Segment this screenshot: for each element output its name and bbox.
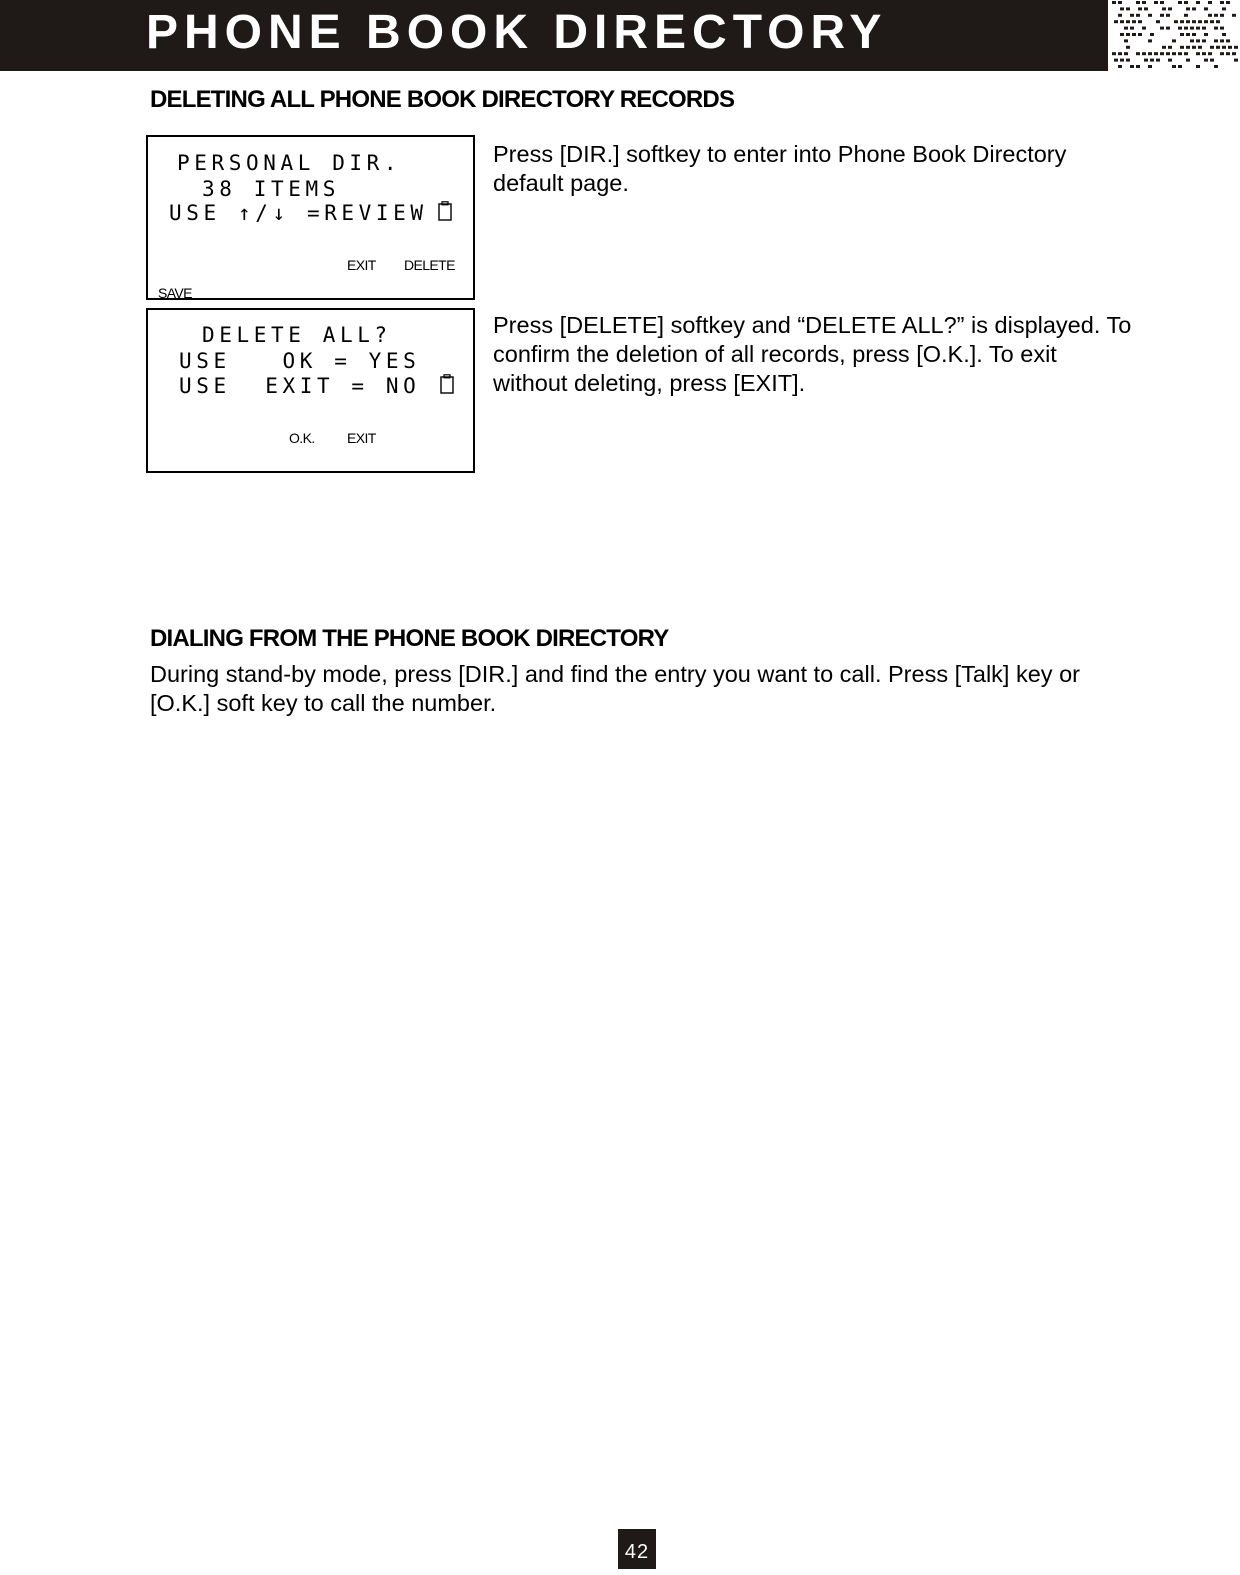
softkey-save[interactable]: SAVE: [158, 285, 192, 301]
lcd-line-2: USE OK = YES: [179, 349, 421, 373]
softkey-exit[interactable]: EXIT: [347, 257, 376, 273]
handset-icon: [440, 374, 454, 394]
page-title: PHONE BOOK DIRECTORY: [146, 6, 888, 59]
lcd-line-2: 38 ITEMS: [202, 177, 340, 201]
section-heading-deleting: DELETING ALL PHONE BOOK DIRECTORY RECORDS: [150, 86, 735, 113]
step1-instruction: Press [DIR.] softkey to enter into Phone Book Directory default page.: [493, 141, 1067, 196]
checker-pattern-decoration: [1112, 0, 1240, 71]
step2-instruction: Press [DELETE] softkey and “DELETE ALL?” is displayed. To confirm the deletion of all records, press [O.K.]. To exit without deleting, press [EXIT].: [493, 312, 1132, 396]
softkey-delete[interactable]: DELETE: [404, 257, 455, 273]
lcd-line-3: USE ↑/↓ =REVIEW: [169, 201, 428, 225]
page-number: 42: [618, 1529, 656, 1569]
header-bar: [0, 0, 1108, 71]
lcd-screen-personal-dir: [146, 135, 475, 300]
section-heading-dialing: DIALING FROM THE PHONE BOOK DIRECTORY: [150, 625, 669, 652]
softkey-ok[interactable]: O.K.: [289, 430, 315, 446]
lcd-line-1: PERSONAL DIR.: [177, 151, 402, 175]
handset-icon: [438, 201, 452, 221]
lcd-line-3: USE EXIT = NO: [179, 374, 421, 398]
lcd-screen-delete-all: [146, 308, 475, 473]
dialing-instruction: During stand-by mode, press [DIR.] and find the entry you want to call. Press [Talk] key or [O.K.] soft key to call the number.: [150, 661, 1080, 716]
softkey-exit[interactable]: EXIT: [347, 430, 376, 446]
lcd-line-1: DELETE ALL?: [202, 323, 392, 347]
